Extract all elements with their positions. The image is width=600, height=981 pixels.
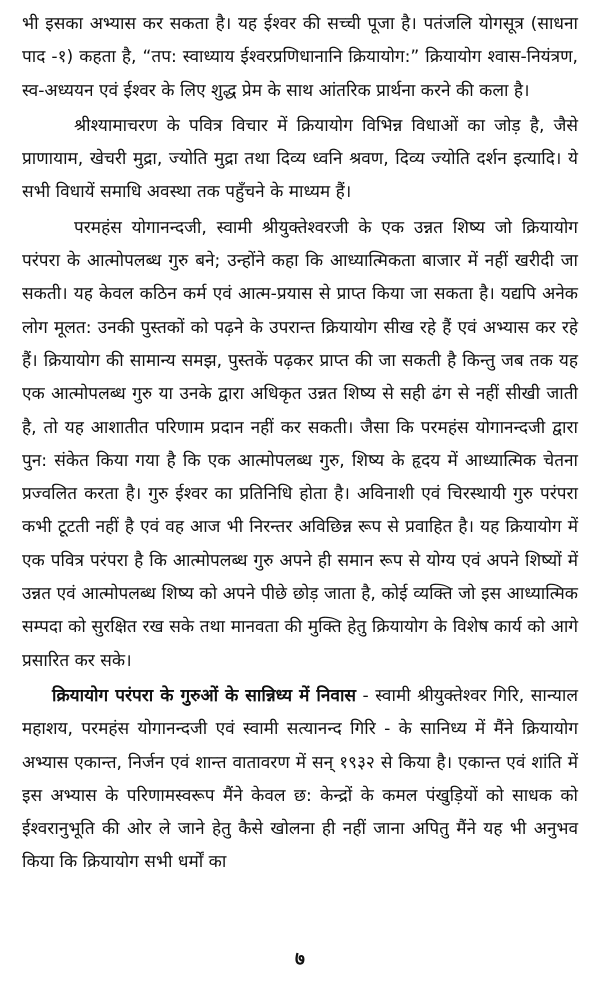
paragraph-1: भी इसका अभ्यास कर सकता है। यह ईश्वर की सच्ची पूजा है। पतंजलि योगसूत्र (साधना पाद -१) कहता है, “तप: स्वाध्याय ईश्वरप्रणिधानानि क्रियायोग:” क्रियायोग श्वास-नियंत्रण, स्व-अध्ययन एवं ईश्वर के लिए शुद्ध प्रेम के साथ आंतरिक प्रार्थना करने की कला है। [22,14,578,101]
paragraph-4-text: - स्वामी श्रीयुक्तेश्वर गिरि, सान्याल महाशय, परमहंस योगानन्दजी एवं स्वामी सत्यानन्द गिरि - के सानिध्य में मैंने क्रियायोग अभ्यास एकान्त, निर्जन एवं शान्त वातावरण में सन् १९३२ से किया है। एकान्त एवं शांति में इस अभ्यास के परिणामस्वरूप मैंने केवल छ: केन्द्रों के कमल पंखुड़ियों को साधक को ईश्वरानुभूति की ओर ले जाने हेतु कैसे खोलना ही नहीं जाना अपितु मैंने यह भी अनुभव किया कि क्रियायोग सभी धर्मों का [22,685,578,873]
paragraph-2: श्रीश्यामाचरण के पवित्र विचार में क्रियायोग विभिन्न विधाओं का जोड़ है, जैसे प्राणायाम, खेचरी मुद्रा, ज्योति मुद्रा तथा दिव्य ध्वनि श्रवण, दिव्य ज्योति दर्शन इत्यादि। ये सभी विधायें समाधि अवस्था तक पहुँचने के माध्यम हैं। [22,115,578,203]
paragraph-3: परमहंस योगानन्दजी, स्वामी श्रीयुक्तेश्वरजी के एक उन्नत शिष्य जो क्रियायोग परंपरा के आत्मोपलब्ध गुरु बने; उन्होंने कहा कि आध्यात्मिकता बाजार में नहीं खरीदी जा सकती। यह केवल कठिन कर्म एवं आत्म-प्रयास से प्राप्त किया जा सकता है। यद्यपि अनेक लोग मूलत: उनकी पुस्तकों को पढ़ने के उपरान्त क्रियायोग सीख रहे हैं एवं अभ्यास कर रहे हैं। क्रियायोग की सामान्य समझ, पुस्तकें पढ़कर प्राप्त की जा सकती है किन्तु जब तक यह एक आत्मोपलब्ध गुरु या उनके द्वारा अधिकृत उन्नत शिष्य से सही ढंग से नहीं सीखी जाती है, तो यह आशातीत परिणाम प्रदान नहीं कर सकती। जैसा कि परमहंस योगानन्दजी द्वारा पुन: संकेत किया गया है कि एक आत्मोपलब्ध गुरु, शिष्य के हृदय में आध्यात्मिक चेतना प्रज्वलित करता है। गुरु ईश्वर का प्रतिनिधि होता है। अविनाशी एवं चिरस्थायी गुरु परंपरा कभी टूटती नहीं है एवं वह आज भी निरन्तर अविछिन्न रूप से प्रवाहित है। यह क्रियायोग में एक पवित्र परंपरा है कि आत्मोपलब्ध गुरु अपने ही समान रूप से योग्य एवं अपने शिष्यों में उन्नत एवं आत्मोपलब्ध शिष्य को अपने पीछे छोड़ जाता है, कोई व्यक्ति जो इस आध्यात्मिक सम्पदा को सुरक्षित रख सके तथा मानवता की मुक्ति हेतु क्रियायोग के विशेष कार्य को आगे प्रसारित कर सके। [22,217,578,671]
section-heading: क्रियायोग परंपरा के गुरुओं के सान्निध्य में निवास [52,685,357,706]
paragraph-4 [22,680,578,880]
page-number: ७ [295,948,305,970]
